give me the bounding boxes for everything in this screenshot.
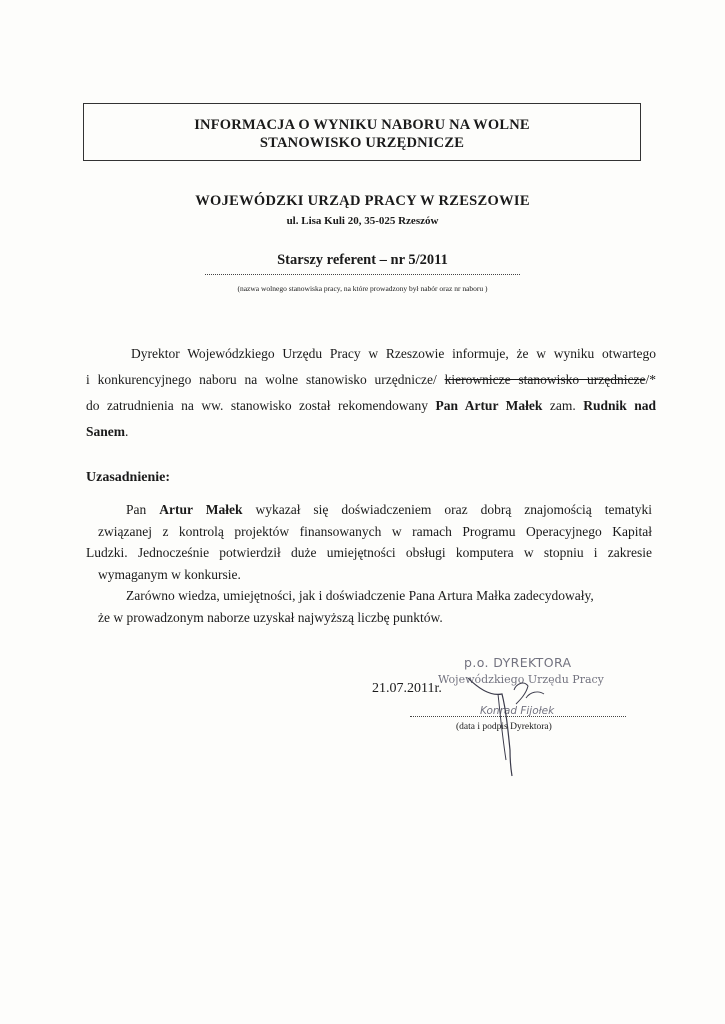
position-caption: (nazwa wolnego stanowiska pracy, na które prowadzony był nabór oraz nr naboru ) xyxy=(237,284,488,293)
stamp-office: Wojewódzkiego Urzędu Pracy xyxy=(438,673,604,686)
signature-dotted-line xyxy=(410,716,626,717)
announcement-line-3: do zatrudnienia na ww. stanowisko został rekomendowany Pan Artur Małek zam. Rudnik nad xyxy=(86,398,656,413)
announcement-paragraph xyxy=(86,341,656,445)
handwritten-signature xyxy=(440,650,600,790)
document-title-line-1: INFORMACJA O WYNIKU NABORU NA WOLNE xyxy=(194,117,530,133)
announcement-line-2: i konkurencyjnego naboru na wolne stanowisko urzędnicze/ kierownicze stanowisko urzędnicze/* xyxy=(86,372,656,387)
stamp-title: p.o. DYREKTORA xyxy=(464,655,572,670)
organization-address: ul. Lisa Kuli 20, 35-025 Rzeszów xyxy=(286,215,439,227)
announcement-line-4: Sanem. xyxy=(86,424,129,439)
candidate-name: Pan Artur Małek xyxy=(435,398,543,413)
signature-caption: (data i podpis Dyrektora) xyxy=(456,722,552,732)
justification-line-4: wymaganym w konkursie. xyxy=(98,566,241,582)
justification-line-1: Pan Artur Małek wykazał się doświadczeniem oraz dobrą znajomością tematyki xyxy=(126,502,653,517)
announcement-line-1: Dyrektor Wojewódzkiego Urzędu Pracy w Rzeszowie informuje, że w wyniku otwartego xyxy=(131,346,656,361)
organization-name: WOJEWÓDZKI URZĄD PRACY W RZESZOWIE xyxy=(195,193,530,209)
document-title-box xyxy=(83,103,641,161)
position-dotted-line xyxy=(205,274,520,275)
justification-line-2: związanej z kontrolą projektów finansowanych w ramach Programu Operacyjnego Kapitał xyxy=(98,523,652,539)
justification-line-5: Zarówno wiedza, umiejętności, jak i doświadczenie Pana Artura Małka zadecydowały, xyxy=(126,588,594,603)
struck-out-option: kierownicze stanowisko urzędnicze xyxy=(444,372,646,387)
document-date: 21.07.2011r. xyxy=(372,681,442,696)
justification-line-6: że w prowadzonym naborze uzyskał najwyższą liczbę punktów. xyxy=(98,609,443,625)
candidate-place: Rudnik nad xyxy=(583,398,656,413)
document-title-line-2: STANOWISKO URZĘDNICZE xyxy=(259,135,465,151)
justification-paragraph xyxy=(86,499,652,628)
justification-line-3: Ludzki. Jednocześnie potwierdził duże umiejętności obsługi komputera w stopniu i zakresie xyxy=(86,545,652,560)
position-title: Starszy referent – nr 5/2011 xyxy=(277,252,448,268)
stamp-name: Konrad Fijołek xyxy=(480,705,555,717)
justification-heading: Uzasadnienie: xyxy=(86,470,170,485)
